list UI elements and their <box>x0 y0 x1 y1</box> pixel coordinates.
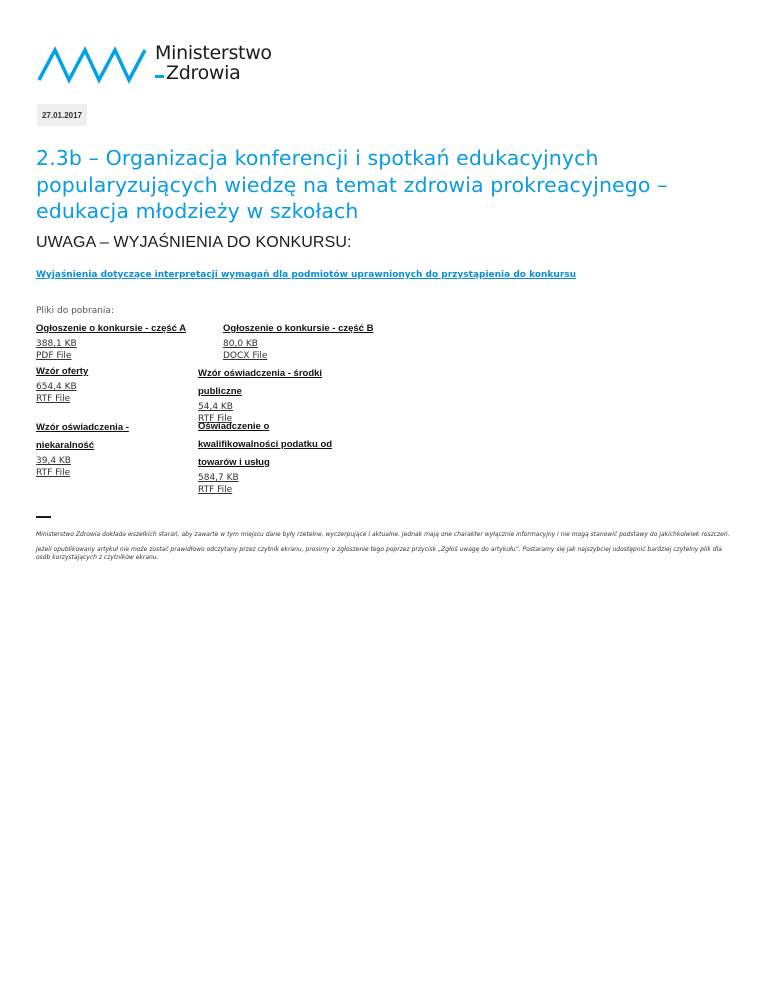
file-item-kwalifikowalnosc-vat[interactable] <box>198 418 332 496</box>
file-name-line[interactable]: publiczne <box>198 386 242 397</box>
explanation-link[interactable]: Wyjaśnienia dotyczące interpretacji wymagań dla podmiotów uprawnionych do przystąpienia do konkursu <box>36 270 577 280</box>
file-item-srodki-publiczne[interactable] <box>198 365 322 425</box>
disclaimer-text: Ministerstwo Zdrowia dokłada wszelkich starań, aby zawarte w tym miejscu dane były rzetelne, wyczerpujące i aktualne. Jednak mają one charakter wyłącznie informacyjny i nie mogą stanowić podstawy do jakichkolwiek roszczeń. <box>36 531 730 538</box>
file-name-line[interactable]: Wzór oświadczenia - <box>36 422 129 433</box>
logo-text-line2-label: Zdrowia <box>166 62 241 84</box>
ministry-logo[interactable] <box>37 42 272 84</box>
file-name-line[interactable]: towarów i usług <box>198 457 270 468</box>
file-name[interactable]: Ogłoszenie o konkursie - część B <box>223 323 374 334</box>
file-type: PDF File <box>36 350 72 361</box>
file-name-line[interactable]: niekaralność <box>36 440 95 451</box>
file-item-wzor-oferty[interactable] <box>36 366 88 405</box>
file-size: 654,4 KB <box>36 382 77 392</box>
file-name-line[interactable]: kwalifikowalności podatku od <box>198 439 333 450</box>
logo-text <box>155 43 272 83</box>
files-label: Pliki do pobrania: <box>36 306 114 316</box>
file-type: RTF File <box>36 467 71 478</box>
logo-text-line2 <box>155 63 272 83</box>
logo-underscore-icon <box>155 75 164 78</box>
logo-text-line1: Ministerstwo <box>155 42 272 64</box>
file-name-line[interactable]: Oświadczenie o <box>198 421 270 432</box>
notice-heading: UWAGA – WYJAŚNIENIA DO KONKURSU: <box>36 234 352 251</box>
file-size: 39,4 KB <box>36 456 71 466</box>
file-name[interactable]: Wzór oferty <box>36 366 89 377</box>
file-item-niekaralnosc[interactable] <box>36 419 129 479</box>
date-badge: 27.01.2017 <box>37 104 87 126</box>
file-item-ogloszenie-b[interactable] <box>223 323 373 362</box>
file-name-line[interactable]: Wzór oświadczenia - środki <box>198 368 323 379</box>
screen-reader-notice: Jeżeli opublikowany artykuł nie może zostać prawidłowo odczytany przez czytnik ekranu, prosimy o zgłoszenie tego poprzez przycisk „Zgłoś uwagę do artykułu”. Postaramy się jak najszybciej udostępnić bardziej czytelny plik dla osób korzystających z czytników ekranu. <box>36 546 722 561</box>
page-title: 2.3b – Organizacja konferencji i spotkań edukacyjnych popularyzujących wiedzę na temat zdrowia prokreacyjnego – edukacja młodzieży w szkołach <box>36 146 668 223</box>
file-type: DOCX File <box>223 350 268 361</box>
logo-mark-icon <box>37 42 153 84</box>
file-name[interactable]: Ogłoszenie o konkursie - część A <box>36 323 187 334</box>
divider <box>36 516 51 518</box>
file-size: 388,1 KB <box>36 339 77 349</box>
file-type: RTF File <box>198 484 233 495</box>
file-type: RTF File <box>36 393 71 404</box>
file-size: 80,0 KB <box>223 339 258 349</box>
file-type: RTF File <box>198 413 233 424</box>
file-size: 584,7 KB <box>198 473 239 483</box>
file-size: 54,4 KB <box>198 402 233 412</box>
file-item-ogloszenie-a[interactable] <box>36 323 186 362</box>
